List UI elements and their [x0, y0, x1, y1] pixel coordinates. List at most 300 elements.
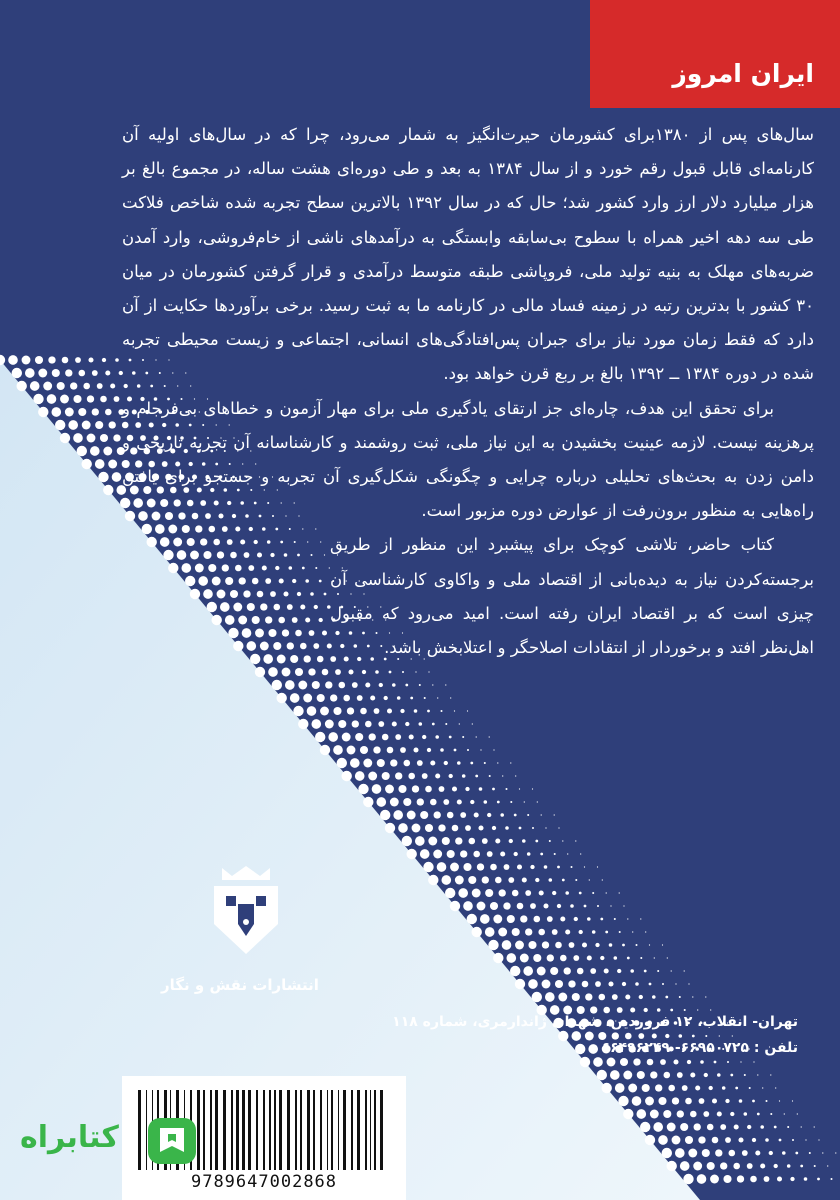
halftone-dot: [602, 1083, 612, 1093]
halftone-dot: [484, 800, 488, 804]
halftone-dot: [495, 838, 500, 843]
halftone-dot: [450, 863, 459, 872]
halftone-dot: [398, 785, 406, 793]
halftone-dot: [430, 799, 437, 806]
halftone-dot: [369, 733, 376, 740]
halftone-dot: [667, 1161, 677, 1171]
halftone-dot: [532, 992, 542, 1002]
halftone-dot: [647, 1059, 654, 1066]
halftone-dot: [105, 370, 110, 375]
halftone-dot: [577, 968, 584, 975]
halftone-dot: [398, 823, 408, 833]
halftone-dot: [390, 759, 397, 766]
halftone-dot: [565, 891, 569, 895]
halftone-dot: [592, 892, 594, 894]
halftone-dot: [100, 434, 108, 442]
halftone-dot: [433, 850, 442, 859]
halftone-dot: [557, 904, 561, 908]
halftone-dot: [703, 1111, 709, 1117]
halftone-dot: [415, 671, 416, 672]
halftone-dot: [485, 889, 493, 897]
halftone-dot: [415, 836, 425, 846]
halftone-dot: [733, 1163, 740, 1170]
halftone-dot: [298, 681, 307, 690]
halftone-dot: [712, 1098, 717, 1103]
halftone-dot: [580, 1057, 590, 1067]
halftone-dot: [337, 758, 347, 768]
halftone-dot: [379, 683, 383, 687]
halftone-dot: [649, 944, 650, 945]
halftone-dot: [500, 851, 505, 856]
halftone-dot: [430, 760, 435, 765]
halftone-dot: [427, 710, 430, 713]
halftone-dot: [402, 671, 404, 673]
halftone-dot: [555, 942, 562, 949]
halftone-dot: [735, 1087, 738, 1090]
halftone-dot: [610, 905, 611, 906]
halftone-dot: [532, 788, 533, 789]
halftone-dot: [635, 982, 639, 986]
halftone-dot: [463, 901, 473, 911]
halftone-dot: [668, 1085, 675, 1092]
halftone-dot: [68, 420, 78, 430]
halftone-dot: [762, 1087, 763, 1088]
halftone-dot: [343, 695, 350, 702]
halftone-dot: [465, 825, 471, 831]
halftone-dot: [687, 1060, 691, 1064]
halftone-dot: [409, 734, 414, 739]
halftone-dot: [725, 1099, 729, 1103]
halftone-dot: [568, 980, 575, 987]
halftone-dot: [442, 837, 450, 845]
halftone-dot: [419, 722, 423, 726]
halftone-dot: [385, 823, 395, 833]
halftone-dot: [543, 903, 548, 908]
halftone-dot: [92, 408, 99, 415]
halftone-dot: [777, 1176, 782, 1181]
halftone-dot: [682, 1085, 688, 1091]
halftone-dot: [685, 1136, 693, 1144]
halftone-dot: [698, 1136, 705, 1143]
halftone-dot: [342, 733, 351, 742]
halftone-dot: [684, 970, 685, 971]
halftone-dot: [505, 788, 507, 790]
watermark: [20, 1112, 210, 1168]
halftone-dot: [115, 358, 119, 362]
halftone-dot: [744, 1074, 746, 1076]
halftone-dot: [637, 1071, 645, 1079]
halftone-dot: [17, 381, 27, 391]
halftone-dot: [512, 928, 520, 936]
halftone-dot: [502, 775, 503, 776]
halftone-dot: [440, 748, 444, 752]
halftone-dot: [683, 1174, 693, 1184]
halftone-dot: [298, 719, 308, 729]
halftone-dot: [792, 1139, 794, 1141]
halftone-dot: [82, 421, 91, 430]
halftone-dot: [667, 1123, 676, 1132]
halftone-dot: [488, 940, 498, 950]
blurb-paragraph-1: سال‌های پس از ۱۳۸۰برای کشورمان حیرت‌انگیز به شمار می‌رود، چرا که در سال‌های اولیه آن کارنامه‌ای قابل قبول رقم خورد و از سال ۱۳۸۴ به بعد و طی دوره‌ای هشت ساله، در مجموع بالغ بر هزار میلیارد دلار ارز وارد کشور شد؛ حال که در سال ۱۳۹۲ بالاترین سطح تجربه شده شاخص فلاکت طی سه دهه اخیر همراه با سطوح بی‌سابقه وابستگی به درآمدهای ناشی از خام‌فروشی، وارد آمدن ضربه‌های مهلک به بنیه تولید ملی، فروپاشی طبقه متوسط درآمدی و قرار گرفتن کشورمان در میان ۳۰ کشور با بدترین رتبه در زمینه فساد مالی در کارنامه ما به ثبت رسید. برخی برآوردها حکایت از آن دارد که فقط زمان مورد نیاز برای جبران پس‌افتادگی‌های انسانی، اجتماعی و زیست محیطی تجربه شده در دوره ۱۳۸۴ ــ ۱۳۹۲ بالغ بر ربع قرن خواهد بود.: [122, 125, 815, 384]
halftone-dot: [382, 772, 390, 780]
halftone-dot: [612, 1032, 619, 1039]
halftone-dot: [392, 721, 397, 726]
halftone-dot: [567, 853, 568, 854]
halftone-dot: [428, 671, 429, 672]
halftone-dot: [645, 1135, 655, 1145]
halftone-dot: [520, 954, 529, 963]
halftone-dot: [779, 1139, 782, 1142]
halftone-dot: [719, 1035, 720, 1036]
halftone-dot: [752, 1100, 755, 1103]
halftone-dot: [424, 697, 426, 699]
halftone-dot: [510, 801, 512, 803]
halftone-dot: [547, 916, 553, 922]
halftone-dot: [614, 956, 618, 960]
halftone-dot: [657, 970, 659, 972]
halftone-dot: [338, 720, 346, 728]
halftone-dot: [88, 357, 93, 362]
halftone-dot: [378, 721, 384, 727]
blurb-text: [122, 118, 814, 665]
halftone-dot: [360, 746, 368, 754]
halftone-dot: [623, 1071, 632, 1080]
halftone-dot: [749, 1087, 751, 1089]
halftone-dot: [30, 381, 40, 391]
halftone-dot: [417, 798, 424, 805]
halftone-dot: [435, 773, 440, 778]
halftone-dot: [370, 695, 375, 700]
halftone-dot: [705, 1035, 707, 1037]
halftone-dot: [640, 1122, 650, 1132]
halftone-dot: [617, 1007, 623, 1013]
halftone-dot: [493, 749, 494, 750]
barcode-bar: [343, 1090, 346, 1170]
halftone-dot: [422, 735, 426, 739]
halftone-dot: [533, 954, 541, 962]
halftone-dot: [476, 736, 477, 737]
halftone-dot: [478, 825, 483, 830]
halftone-dot: [750, 1176, 757, 1183]
halftone-dot: [549, 878, 553, 882]
halftone-dot: [630, 969, 634, 973]
halftone-dot: [47, 394, 57, 404]
halftone-dot: [599, 994, 606, 1001]
halftone-dot: [717, 1073, 721, 1077]
halftone-dot: [729, 1150, 736, 1157]
halftone-dot: [595, 981, 601, 987]
halftone-dot: [105, 409, 112, 416]
halftone-dot: [311, 719, 321, 729]
halftone-dot: [447, 850, 455, 858]
halftone-dot: [412, 785, 419, 792]
halftone-dot: [570, 866, 572, 868]
halftone-dot: [373, 746, 380, 753]
barcode-bar: [215, 1090, 218, 1170]
halftone-dot: [503, 902, 510, 909]
barcode-bar: [327, 1090, 328, 1170]
halftone-dot: [444, 761, 448, 765]
halftone-dot: [623, 1109, 633, 1119]
halftone-dot: [519, 788, 520, 789]
halftone-dot: [395, 734, 401, 740]
halftone-dot: [387, 747, 394, 754]
halftone-dot: [801, 1126, 802, 1127]
halftone-dot: [325, 720, 334, 729]
halftone-dot: [665, 1034, 669, 1038]
barcode-bar: [320, 1090, 322, 1170]
barcode-bar: [351, 1090, 353, 1170]
halftone-dot: [255, 667, 265, 677]
halftone-dot: [52, 369, 60, 377]
halftone-dot: [504, 864, 510, 870]
halftone-dot: [544, 865, 548, 869]
halftone-dot: [619, 931, 621, 933]
halftone-dot: [387, 708, 392, 713]
halftone-dot: [540, 853, 543, 856]
halftone-dot: [765, 1100, 767, 1102]
halftone-dot: [690, 1111, 697, 1118]
halftone-dot: [817, 1178, 820, 1181]
halftone-dot: [389, 671, 392, 674]
halftone-dot: [575, 879, 577, 881]
halftone-dot: [490, 864, 497, 871]
barcode-bar: [357, 1090, 360, 1170]
halftone-dot: [457, 799, 462, 804]
halftone-dot: [507, 915, 515, 923]
halftone-dot: [814, 1126, 815, 1127]
halftone-dot: [414, 709, 418, 713]
halftone-dot: [520, 915, 527, 922]
halftone-dot: [603, 1007, 610, 1014]
barcode-bar: [256, 1090, 258, 1170]
halftone-dot: [0, 355, 5, 365]
halftone-dot: [307, 706, 317, 716]
halftone-dot: [604, 968, 609, 973]
halftone-dot: [539, 890, 544, 895]
halftone-dot: [475, 775, 478, 778]
halftone-dot: [632, 931, 633, 932]
halftone-dot: [78, 408, 86, 416]
halftone-dot: [684, 1009, 686, 1011]
halftone-dot: [510, 762, 511, 763]
halftone-dot: [272, 680, 282, 690]
halftone-dot: [473, 851, 480, 858]
halftone-dot: [784, 1113, 785, 1114]
halftone-dot: [470, 762, 473, 765]
halftone-dot: [443, 799, 449, 805]
halftone-dot: [742, 1150, 748, 1156]
halftone-dot: [12, 368, 22, 378]
halftone-dot: [579, 930, 583, 934]
halftone-dot: [509, 839, 513, 843]
halftone-dot: [407, 849, 417, 859]
halftone-dot: [320, 707, 329, 716]
halftone-dot: [618, 1096, 628, 1106]
halftone-dot: [365, 721, 372, 728]
halftone-dot: [110, 383, 115, 388]
halftone-dot: [562, 840, 563, 841]
halftone-dot: [282, 668, 291, 677]
halftone-dot: [434, 811, 441, 818]
halftone-dot: [658, 1097, 666, 1105]
halftone-dot: [455, 837, 462, 844]
halftone-dot: [48, 356, 55, 363]
halftone-dot: [57, 382, 65, 390]
halftone-dot: [437, 697, 438, 698]
halftone-dot: [714, 1061, 717, 1064]
halftone-dot: [532, 827, 534, 829]
halftone-dot: [519, 827, 522, 830]
halftone-dot: [712, 1137, 719, 1144]
halftone-dot: [377, 759, 385, 767]
halftone-dot: [760, 1163, 765, 1168]
halftone-dot: [477, 902, 486, 911]
halftone-dot: [610, 1070, 620, 1080]
halftone-dot: [722, 1086, 726, 1090]
halftone-dot: [590, 1006, 597, 1013]
halftone-dot: [675, 1148, 685, 1158]
halftone-dot: [554, 814, 555, 815]
halftone-dot: [600, 918, 603, 921]
halftone-dot: [103, 447, 112, 456]
halftone-dot: [538, 929, 545, 936]
halftone-dot: [652, 1033, 657, 1038]
halftone-dot: [530, 865, 534, 869]
halftone-dot: [775, 1087, 776, 1088]
halftone-dot: [38, 369, 47, 378]
publisher-name: انتشارات نقش و نگار: [161, 976, 319, 994]
series-tab: [590, 0, 840, 108]
halftone-dot: [109, 421, 116, 428]
barcode-bar: [365, 1090, 367, 1170]
halftone-dot: [33, 394, 43, 404]
halftone-dot: [43, 382, 52, 391]
halftone-dot: [608, 981, 613, 986]
halftone-dot: [467, 914, 477, 924]
halftone-dot: [303, 694, 312, 703]
halftone-dot: [662, 1148, 672, 1158]
halftone-dot: [565, 929, 570, 934]
halftone-dot: [792, 1100, 793, 1101]
halftone-dot: [79, 370, 86, 377]
halftone-dot: [492, 826, 496, 830]
halftone-dot: [814, 1165, 816, 1167]
halftone-dot: [535, 878, 539, 882]
halftone-dot: [325, 681, 332, 688]
halftone-dot: [697, 1174, 707, 1184]
halftone-dot: [662, 944, 663, 945]
halftone-dot: [108, 460, 117, 469]
halftone-dot: [365, 682, 370, 687]
halftone-dot: [642, 1084, 650, 1092]
halftone-dot: [525, 890, 531, 896]
halftone-dot: [723, 1175, 731, 1183]
halftone-dot: [479, 787, 483, 791]
halftone-dot: [787, 1164, 791, 1168]
halftone-dot: [432, 723, 435, 726]
halftone-dot: [770, 1113, 772, 1115]
halftone-dot: [90, 446, 100, 456]
halftone-dot: [584, 905, 587, 908]
halftone-dot: [449, 774, 453, 778]
halftone-dot: [432, 684, 433, 685]
halftone-dot: [615, 1083, 625, 1093]
halftone-dot: [514, 852, 518, 856]
halftone-dot: [570, 904, 574, 908]
halftone-dot: [472, 723, 473, 724]
halftone-dot: [622, 982, 626, 986]
halftone-dot: [347, 746, 356, 755]
halftone-dot: [685, 1098, 692, 1105]
halftone-dot: [584, 866, 585, 867]
halftone-dot: [70, 382, 77, 389]
halftone-dot: [709, 1086, 713, 1090]
halftone-dot: [342, 771, 352, 781]
halftone-dot: [688, 1149, 697, 1158]
watermark-text: کتابراه: [20, 1120, 119, 1155]
halftone-dot: [73, 433, 83, 443]
halftone-dot: [512, 890, 519, 897]
barcode-bar: [248, 1090, 251, 1170]
halftone-dot: [592, 930, 596, 934]
barcode-bar: [279, 1090, 282, 1170]
halftone-dot: [460, 812, 466, 818]
halftone-dot: [103, 485, 113, 495]
halftone-dot: [597, 905, 599, 907]
barcode-bar: [338, 1090, 339, 1170]
halftone-dot: [333, 745, 343, 755]
halftone-dot: [372, 784, 382, 794]
halftone-dot: [477, 863, 484, 870]
book-leaf-icon: [144, 1112, 200, 1168]
halftone-dot: [412, 824, 421, 833]
halftone-dot: [620, 1058, 628, 1066]
halftone-dot: [95, 459, 105, 469]
halftone-dot: [87, 434, 96, 443]
halftone-dot: [482, 838, 488, 844]
halftone-dot: [725, 1137, 731, 1143]
halftone-dot: [654, 957, 655, 958]
halftone-dot: [35, 356, 43, 364]
halftone-dot: [368, 772, 377, 781]
halftone-dot: [558, 827, 559, 828]
barcode-bar: [313, 1090, 315, 1170]
halftone-dot: [87, 395, 94, 402]
halftone-dot: [82, 459, 92, 469]
halftone-dot: [462, 774, 466, 778]
halftone-dot: [441, 875, 451, 885]
halftone-dot: [363, 759, 372, 768]
halftone-dot: [757, 1074, 758, 1075]
halftone-dot: [680, 1161, 690, 1171]
halftone-dot: [515, 775, 516, 776]
halftone-dot: [397, 696, 401, 700]
halftone-dot: [385, 785, 394, 794]
halftone-dot: [665, 996, 668, 999]
halftone-dot: [569, 942, 575, 948]
halftone-dot: [400, 709, 404, 713]
halftone-dot: [407, 811, 416, 820]
halftone-dot: [425, 824, 433, 832]
halftone-dot: [465, 787, 469, 791]
halftone-dot: [472, 889, 481, 898]
barcode-bar: [374, 1090, 376, 1170]
halftone-dot: [454, 710, 455, 711]
halftone-dot: [489, 775, 491, 777]
halftone-dot: [632, 1096, 642, 1106]
halftone-dot: [277, 693, 287, 703]
